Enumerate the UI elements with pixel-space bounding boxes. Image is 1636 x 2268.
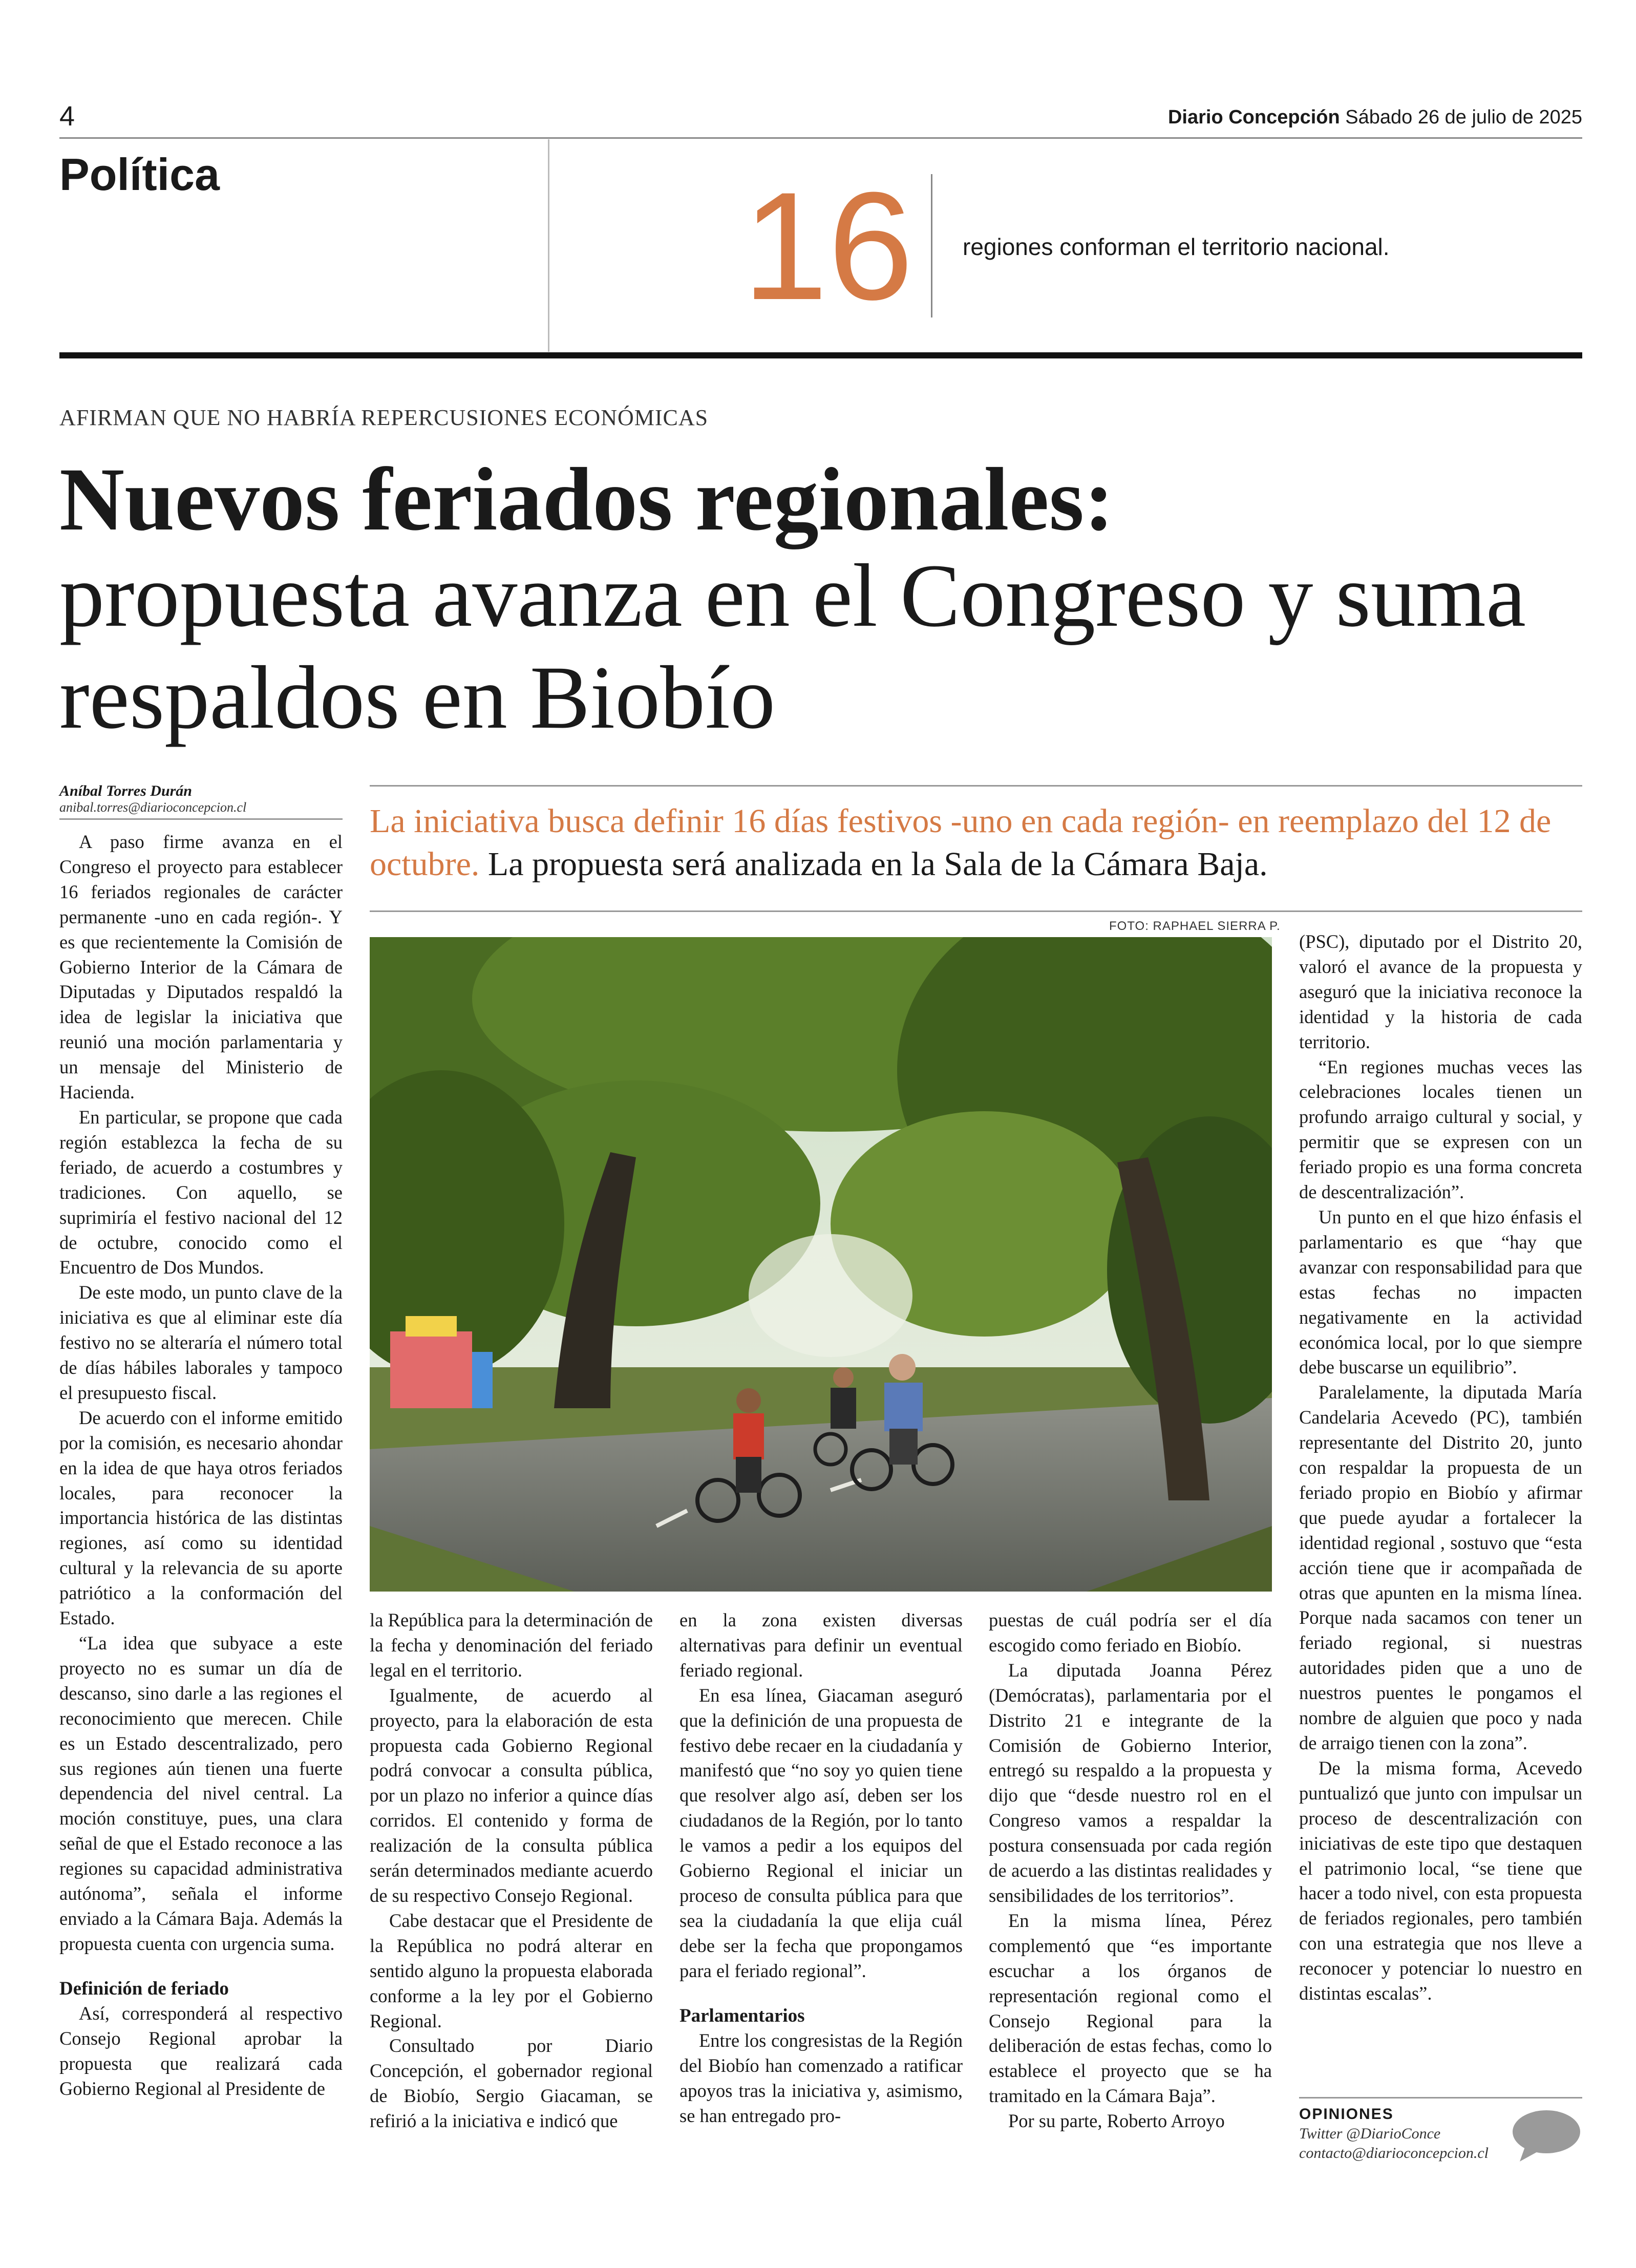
paragraph: Paralelamente, la diputada María Candelaria Acevedo (PC), también representante del Distrito 20, junto con respaldar la propuesta de un feriado propio en Biobío y afirmar que puede ayudar a fortalecer la identidad regional , sostuvo que “esta acción tiene que ir acompañada de otras que apunten en la misma línea. Porque nada sacamos con tener un feriado regional, si nuestras autoridades piden que a uno de nuestros puentes le pongamos el nombre de alguien que poco y nada de arraigo tienen con la zona”. xyxy=(1299,1382,1582,1753)
paragraph: En particular, se propone que cada región establezca la fecha de su feriado, de acuerdo a costumbres y tradiciones. Con aquello, se suprimiría el festivo nacional del 12 de octubre, conocido como el Encuentro de Dos Mundos. xyxy=(59,1106,343,1278)
paragraph: Así, corresponderá al respectivo Consejo Regional aprobar la propuesta que realizará cada Gobierno Regional al Presidente de xyxy=(59,2003,343,2100)
column-3 xyxy=(679,1608,963,2129)
page-number: 4 xyxy=(59,101,75,132)
lead-rule xyxy=(370,785,1582,787)
park-cyclists-photo xyxy=(370,937,1272,1592)
paragraph: Consultado por Diario Concepción, el gobernador regional de Biobío, Sergio Giacaman, se refirió a la iniciativa e indicó que xyxy=(370,2035,653,2132)
paragraph: “La idea que subyace a este proyecto no es sumar un día de descanso, sino darle a las regiones el reconocimiento que merecen. Chile es un Estado descentralizado, pero sus regiones aún tienen una fuerte dependencia del nivel central. La moción constituye, pues, una clara señal de que el Estado reconoce a las regiones su capacidad administrativa autónoma”, señala el informe enviado a la Cámara Baja. Además la propuesta cuenta con urgencia suma. xyxy=(59,1633,343,1954)
subhead: Parlamentarios xyxy=(679,2005,805,2026)
headline-bold: Nuevos feriados regionales: xyxy=(59,450,1114,549)
section-title: Política xyxy=(59,149,220,200)
paragraph: La diputada Joanna Pérez (Demócratas), parlamentaria por el Distrito 21 e integrante de la Comisión de Gobierno Interior, entregó su respaldo a la propuesta y dijo que “desde nuestro rol en el Congreso vamos a respaldar la postura consensuada por cada región de acuerdo a las distintas realidades y sensibilidades de los territorios”. xyxy=(989,1659,1272,1906)
author-email: anibal.torres@diarioconcepcion.cl xyxy=(59,800,343,820)
lead-rule xyxy=(370,910,1582,912)
paragraph: “En regiones muchas veces las celebraciones locales tienen un profundo arraigo cultural y social, y permitir que se expresen con un feriado propio es una forma concreta de descentralización”. xyxy=(1299,1056,1582,1203)
paragraph: En la misma línea, Pérez complementó que “es importante escuchar a los órganos de representación regional como el Consejo Regional para la deliberación de estas fechas, como lo establece el proyecto que se ha tramitado en la Cámara Baja”. xyxy=(989,1910,1272,2107)
paragraph: la República para la determinación de la fecha y denominación del feriado legal en el territorio. xyxy=(370,1609,653,1681)
subhead: Definición de feriado xyxy=(59,1978,229,1999)
paragraph: A paso firme avanza en el Congreso el proyecto para establecer 16 feriados regionales de carácter permanente -uno en cada región-. Y es que recientemente la Comisión de Gobierno Interior de la Cámara de Diputadas y Diputados respaldó la idea de legislar la iniciativa que reunió una moción parlamentaria y un mensaje del Ministerio de Hacienda. xyxy=(59,831,343,1103)
column-2 xyxy=(370,1608,653,2134)
top-rule xyxy=(59,137,1582,139)
opinions-email: contacto@diarioconcepcion.cl xyxy=(1299,2145,1489,2161)
paragraph: Cabe destacar que el Presidente de la República no podrá alterar en sentido alguno la propuesta elaborada conforme a la ley por el Gobierno Regional. xyxy=(370,1910,653,2031)
kicker: AFIRMAN QUE NO HABRÍA REPERCUSIONES ECONÓMICAS xyxy=(59,405,709,430)
divider-line xyxy=(931,174,932,317)
stat-text: regiones conforman el territorio nacional. xyxy=(963,234,1390,260)
paragraph: Entre los congresistas de la Región del Biobío han comenzado a ratificar apoyos tras la iniciativa y, asimismo, se han entregado pro- xyxy=(679,2030,963,2126)
paragraph: En esa línea, Giacaman aseguró que la definición de una propuesta de festivo debe recaer en la ciudadanía y manifestó que “no soy yo quien tiene que resolver algo así, deben ser los ciudadanos de la Región, por lo tanto le vamos a pedir a los equipos del Gobierno Regional el iniciar un proceso de consulta pública para que sea la ciudadanía la que elija cuál debe ser la fecha que propongamos para el feriado regional”. xyxy=(679,1684,963,1981)
stat-number: 16 xyxy=(742,160,913,332)
paragraph: De acuerdo con el informe emitido por la comisión, es necesario ahondar en la idea de que haya otros feriados locales, para reconocer la importancia histórica de las distintas regiones, así como su identidad cultural y la relevancia de su aporte patriótico a la conformación del Estado. xyxy=(59,1407,343,1629)
column-1 xyxy=(59,830,343,2102)
lead-rest: La propuesta será analizada en la Sala de la Cámara Baja. xyxy=(487,845,1268,883)
paragraph: De la misma forma, Acevedo puntualizó que junto con impulsar un proceso de descentralización con iniciativas de este tipo que destaquen el patrimonio local, “se tiene que hacer a todo nivel, con esta propuesta de feriados regionales, pero también con una estrategia que nos lleve a reconocer y potenciar lo nuestro en distintas escalas”. xyxy=(1299,1757,1582,2004)
column-5 xyxy=(1299,929,1582,2006)
paragraph: en la zona existen diversas alternativas para definir un eventual feriado regional. xyxy=(679,1609,963,1681)
section-rule xyxy=(59,352,1582,358)
paragraph: puestas de cuál podría ser el día escogido como feriado en Biobío. xyxy=(989,1609,1272,1656)
opinions-title: OPINIONES xyxy=(1299,2106,1394,2123)
issue-date: Sábado 26 de julio de 2025 xyxy=(1345,107,1582,128)
divider-line xyxy=(548,139,549,352)
author-name: Aníbal Torres Durán xyxy=(59,782,192,799)
paragraph: Por su parte, Roberto Arroyo xyxy=(1008,2110,1225,2132)
paragraph: Igualmente, de acuerdo al proyecto, para la elaboración de esta propuesta cada Gobierno Regional podrá convocar a consulta pública, por un plazo no inferior a quince días corridos. El contenido y forma de realización de la consulta pública serán determinados mediante acuerdo de su respectivo Consejo Regional. xyxy=(370,1684,653,1906)
masthead xyxy=(1168,107,1582,129)
lead-highlight: La iniciativa busca definir 16 días festivos -uno en cada región- en reemplazo del 12 de octubre. xyxy=(370,802,1552,883)
photo-credit: FOTO: RAPHAEL SIERRA P. xyxy=(1109,919,1281,933)
newspaper-name: Diario Concepción xyxy=(1167,107,1340,128)
column-4 xyxy=(989,1608,1272,2134)
paragraph: De este modo, un punto clave de la iniciativa es que al eliminar este día festivo no se alteraría el número total de días hábiles laborales y tampoco el presupuesto fiscal. xyxy=(59,1282,343,1403)
opinions-twitter: Twitter @DiarioConce xyxy=(1299,2125,1441,2142)
speech-bubble-icon xyxy=(1511,2107,1582,2164)
headline-rest: propuesta avanza en el Congreso y suma respaldos en Biobío xyxy=(59,546,1526,748)
paragraph: Un punto en el que hizo énfasis el parlamentario es que “hay que avanzar con responsabilidad para que estas fechas no impacten negativamente en la actividad económica local, por lo que siempre debe buscarse un equilibrio”. xyxy=(1299,1206,1582,1378)
lead-paragraph xyxy=(370,800,1582,886)
byline xyxy=(59,782,343,820)
paragraph: (PSC), diputado por el Distrito 20, valoró el avance de la propuesta y aseguró que la iniciativa reconoce la identidad y la historia de cada territorio. xyxy=(1299,931,1582,1052)
opinions-rule xyxy=(1299,2097,1582,2099)
